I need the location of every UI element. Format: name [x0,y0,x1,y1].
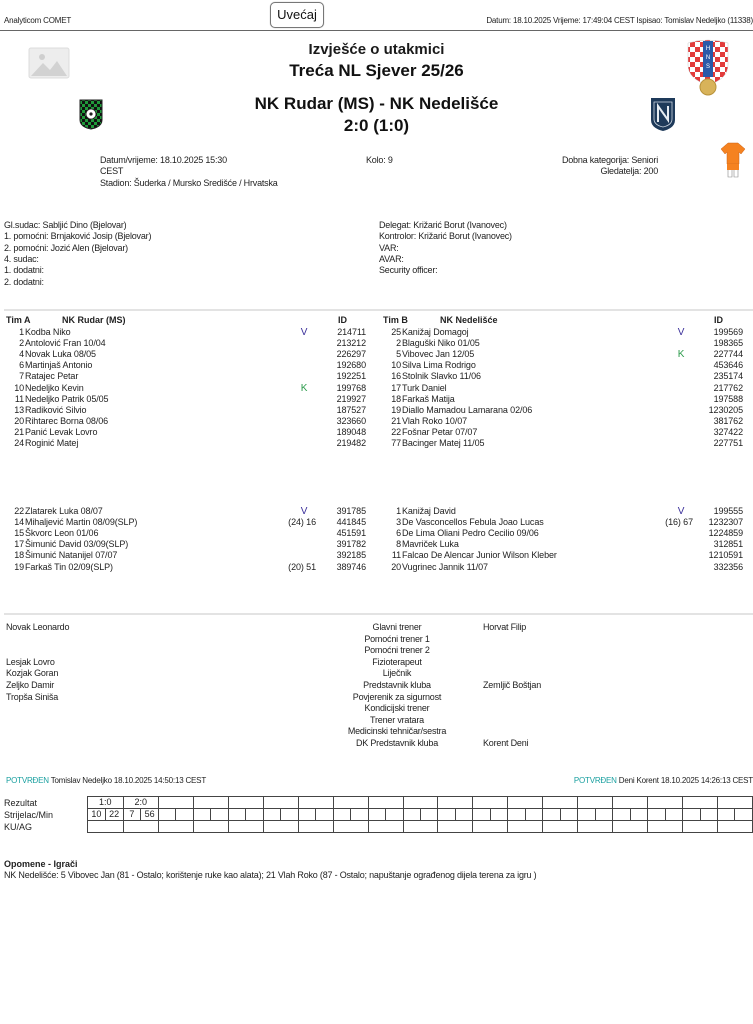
confirmed-badge: POTVRĐEN [573,776,617,785]
player-name: Vibovec Jan 12/05 [402,349,475,360]
result-cell [158,797,193,809]
team-b-name: NK Nedelišće [440,315,498,325]
player-id: 197588 [713,393,743,404]
scorer-cell [455,809,472,821]
staff-team-b: Zemljič Boštjan [483,680,542,690]
player-row [6,338,376,349]
result-cell [403,797,438,809]
kuag-cell [578,821,613,833]
player-name: Bacinger Matej 11/05 [402,438,485,448]
player-number: 20 [14,415,24,426]
player-number: 15 [14,528,24,539]
player-name: Diallo Mamadou Lamarana 02/06 [402,404,533,415]
player-row [383,416,753,427]
kuag-cell [438,821,473,833]
player-row [6,383,376,394]
zoom-button[interactable]: Uvećaj [270,2,324,28]
scorer-cell: 22 [105,809,123,821]
player-number: 20 [391,561,401,572]
section-divider [4,309,753,311]
player-id: 1224859 [708,528,743,539]
player-id: 189048 [336,426,366,437]
player-id: 323660 [336,415,366,426]
kuag-cell [333,821,368,833]
result-cell [578,797,613,809]
scorer-cell [683,809,700,821]
match-title: NK Rudar (MS) - NK Nedelišće [254,94,499,113]
player-id: 332356 [713,561,743,572]
scorer-cell [193,809,210,821]
kuag-cell [263,821,298,833]
official-left-line: 2. dodatni: [4,276,44,287]
staff-team-a: Kozjak Goran [6,668,59,679]
player-name: Mavriček Luka [402,539,459,550]
cautions-text: NK Nedelišće: 5 Vibovec Jan (81 - Ostalo; korištenje ruke kao alata); 21 Vlah Roko (87 - Ostalo; napuštanje ograđenog dijela terena za igru ) [4,870,537,880]
player-number: 5 [396,349,401,360]
result-cell [438,797,473,809]
player-id: 1210591 [708,550,743,561]
staff-role: Kondicijski trener [364,703,430,714]
player-row [6,506,376,517]
player-row [383,550,753,561]
player-name: Novak Luka 08/05 [25,349,96,360]
svg-text:H: H [705,46,711,52]
staff-team-a: Novak Leonardo [6,622,70,632]
goalkeeper-mark: V [300,506,308,517]
away-team-crest-icon [650,96,676,132]
player-row [383,506,753,517]
player-id: 312851 [713,539,743,550]
player-id: 227744 [713,349,743,360]
scorer-cell [263,809,280,821]
confirmation-right [574,775,753,786]
player-id: 187527 [336,404,366,415]
result-cell [613,797,648,809]
player-name: Škvorc Leon 01/06 [25,528,99,539]
player-name: Farkaš Matija [402,393,455,404]
player-number: 17 [391,382,401,393]
confirmed-badge: POTVRĐEN [6,776,49,785]
player-name: Fošnar Petar 07/07 [402,426,478,437]
player-row [383,371,753,382]
scorer-cell [386,809,403,821]
top-divider [0,30,753,31]
scorer-cell [543,809,560,821]
player-id: 198365 [713,338,743,349]
player-id: 226297 [336,349,366,360]
team-a-id-header: ID [338,315,347,325]
result-cell: 1:0 [88,797,124,809]
team-b-label: Tim B [383,315,408,325]
scorer-cell [211,809,228,821]
player-name: De Vasconcellos Febula Joao Lucas [402,517,544,528]
player-row [383,383,753,394]
result-cell: 2:0 [123,797,158,809]
player-id: 199569 [713,327,743,337]
player-number: 1 [396,506,401,516]
kuag-cell [613,821,648,833]
kuag-cell [298,821,333,833]
player-name: Šimunić Natanijel 07/07 [25,550,118,561]
result-cell [228,797,263,809]
scorer-cell [665,809,682,821]
player-row [6,349,376,360]
player-row [383,349,753,360]
player-number: 2 [396,338,401,349]
player-number: 21 [391,415,401,426]
kuag-cell [368,821,403,833]
player-number: 10 [391,360,401,371]
scorer-cell [438,809,455,821]
substitution-info: (20) 51 [288,561,316,572]
kuag-cell [88,821,124,833]
spectators: Gledatelja: 200 [600,166,658,176]
player-row [6,562,376,573]
svg-text:N: N [705,55,711,61]
player-number: 18 [391,393,401,404]
staff-role: Trener vratara [370,714,424,725]
official-right-line: VAR: [379,242,399,253]
goalkeeper-mark: V [677,327,685,338]
print-meta: Datum: 18.10.2025 Vrijeme: 17:49:04 CEST Ispisao: Tomislav Nedeljko (11338) [486,16,753,25]
player-number: 21 [14,426,24,437]
cautions-title: Opomene - Igrači [4,859,78,869]
staff-team-b: Horvat Filip [483,622,527,632]
goalkeeper-mark: V [300,327,308,338]
player-number: 6 [19,360,24,371]
player-row [383,394,753,405]
kuag-cell [508,821,543,833]
result-cell [648,797,683,809]
age-category: Dobna kategorija: Seniori [561,155,658,165]
match-score: 2:0 (1:0) [343,116,410,135]
staff-role: Pomoćni trener 1 [364,633,430,644]
official-left-line: 1. pomoćni: Brnjaković Josip (Bjelovar) [4,231,152,242]
player-id: 192251 [336,371,366,382]
player-id: 199768 [336,382,366,393]
scorer-cell [473,809,490,821]
player-number: 17 [14,539,24,550]
player-name: Martinjaš Antonio [25,360,93,371]
player-row [383,517,753,528]
player-name: Vugrinec Jannik 11/07 [402,561,488,572]
player-row [6,405,376,416]
player-row [383,438,753,449]
player-name: Mihaljević Martin 08/09(SLP) [25,517,138,528]
official-left-line: 1. dodatni: [4,265,44,276]
player-name: Farkaš Tin 02/09(SLP) [25,561,113,572]
official-left-line: Gl.sudac: Sabljić Dino (Bjelovar) [4,220,127,230]
scorer-cell [595,809,612,821]
result-cell [683,797,718,809]
player-number: 22 [391,426,401,437]
player-row [6,360,376,371]
score-label-scorer: Strijelac/Min [4,810,54,820]
staff-role: DK Predstavnik kluba [355,738,439,748]
confirmation-right-text: Deni Korent 18.10.2025 14:26:13 CEST [618,776,753,785]
kuag-cell [123,821,158,833]
player-name: Roginić Matej [25,438,79,448]
staff-team-a: Zeljko Damir [6,680,55,690]
top-bar [0,0,753,30]
official-right-line: AVAR: [379,253,404,264]
match-timezone: CEST [100,166,124,176]
scorer-cell [613,809,630,821]
staff-team-b: Korent Deni [483,738,529,748]
score-row-scorer [88,809,753,821]
result-cell [333,797,368,809]
player-number: 19 [391,404,401,415]
player-row [383,528,753,539]
player-id: 451591 [336,528,366,539]
player-id: 192680 [336,360,366,371]
player-id: 453646 [713,360,743,371]
player-row [6,517,376,528]
player-number: 3 [396,517,401,528]
player-id: 391782 [336,539,366,550]
scorer-cell [316,809,333,821]
team-a-name: NK Rudar (MS) [62,315,126,325]
player-id: 391785 [336,506,366,516]
captain-mark: K [300,382,308,394]
score-label-result: Rezultat [4,798,38,808]
player-row [6,550,376,561]
player-name: De Lima Oliani Pedro Cecilio 09/06 [402,528,539,539]
scorer-cell [333,809,350,821]
player-name: Panić Levak Lovro [25,426,98,437]
player-name: Kanižaj Domagoj [402,327,469,337]
player-id: 199555 [713,506,743,516]
player-name: Falcao De Alencar Junior Wilson Kleber [402,550,557,561]
player-id: 235174 [713,371,743,382]
player-name: Nedeljko Patrik 05/05 [25,393,109,404]
kuag-cell [193,821,228,833]
player-number: 10 [14,382,24,393]
result-cell [368,797,403,809]
substitution-info: (16) 67 [665,517,693,528]
official-right-line: Kontrolor: Križarić Borut (Ivanovec) [379,231,512,242]
scorer-cell [560,809,577,821]
player-name: Turk Daniel [402,382,447,393]
player-number: 13 [14,404,24,415]
player-row [6,539,376,550]
official-right-line: Delegat: Križarić Borut (Ivanovec) [379,220,507,230]
captain-mark: K [677,349,685,361]
staff-team-a: Lesjak Lovro [6,656,55,667]
staff-role: Predstavnik kluba [363,680,431,690]
player-id: 441845 [336,517,366,528]
staff-role: Glavni trener [372,622,422,632]
result-cell [717,797,752,809]
goalkeeper-mark: V [677,506,685,517]
team-a-label: Tim A [6,315,31,325]
player-number: 18 [14,550,24,561]
player-number: 6 [396,528,401,539]
player-name: Radiković Silvio [25,404,87,415]
kuag-cell [403,821,438,833]
player-row [6,394,376,405]
player-id: 1230205 [708,404,743,415]
player-id: 392185 [336,550,366,561]
scorer-cell [281,809,298,821]
score-row-result [88,797,753,809]
competition-title: Treća NL Sjever 25/26 [289,61,464,80]
result-cell [298,797,333,809]
player-name: Vlah Roko 10/07 [402,415,468,426]
scorer-cell: 7 [123,809,141,821]
result-cell [543,797,578,809]
player-number: 25 [391,327,401,337]
scorer-cell: 56 [141,809,159,821]
scorer-cell [648,809,665,821]
result-cell [473,797,508,809]
team-kit-icon [720,142,746,178]
official-right-line: Security officer: [379,265,438,276]
player-number: 19 [14,561,24,572]
player-row [6,416,376,427]
player-id: 217762 [713,382,743,393]
confirmation-left-text: Tomislav Nedeljko 18.10.2025 14:50:13 CEST [50,776,207,785]
scorer-cell: 10 [88,809,106,821]
player-number: 8 [396,539,401,550]
player-name: Nedeljko Kevin [25,382,84,393]
player-number: 14 [14,517,24,528]
player-row [383,360,753,371]
official-left-line: 2. pomoćni: Jozić Alen (Bjelovar) [4,242,128,253]
player-id: 214711 [337,327,366,337]
player-name: Blaguški Niko 01/05 [402,338,480,349]
match-round: Kolo: 9 [366,155,393,165]
report-title: Izvješće o utakmici [308,41,445,58]
scorer-cell [246,809,263,821]
scorer-cell [578,809,595,821]
player-id: 213212 [336,338,366,349]
player-row [383,327,753,338]
scorer-cell [368,809,385,821]
player-name: Silva Lima Rodrigo [402,360,476,371]
player-number: 77 [391,438,401,448]
player-id: 1232307 [708,517,743,528]
player-name: Kanižaj David [402,506,456,516]
player-row [6,528,376,539]
staff-role: Liječnik [382,668,412,679]
result-cell [193,797,228,809]
score-table-labels [4,797,53,833]
scorer-cell [351,809,368,821]
player-number: 16 [391,371,401,382]
scorer-cell [700,809,717,821]
home-team-crest-icon [79,98,103,130]
app-brand: Analyticom COMET [4,16,72,25]
player-name: Ratajec Petar [25,371,79,382]
kuag-cell [543,821,578,833]
player-name: Kodba Niko [25,327,71,337]
player-name: Zlatarek Luka 08/07 [25,506,103,516]
player-id: 381762 [713,415,743,426]
score-row-kuag [88,821,753,833]
player-number: 11 [391,550,401,561]
player-id: 227751 [713,438,743,448]
player-row [383,338,753,349]
player-number: 4 [19,349,24,360]
player-name: Rihtarec Borna 08/06 [25,415,109,426]
staff-role: Povjerenik za sigurnost [352,691,442,702]
match-datetime: Datum/vrijeme: 18.10.2025 15:30 [100,155,227,165]
player-row [6,438,376,449]
team-b-id-header: ID [714,315,723,325]
staff-team-a: Tropša Siniša [6,691,59,702]
kuag-cell [717,821,752,833]
player-row [6,327,376,338]
kuag-cell [473,821,508,833]
substitution-info: (24) 16 [288,517,316,528]
kuag-cell [683,821,718,833]
score-table [87,796,753,833]
scorer-cell [508,809,525,821]
result-cell [263,797,298,809]
player-number: 11 [14,393,24,404]
player-row [383,539,753,550]
scorer-cell [298,809,315,821]
player-id: 219482 [336,438,366,448]
scorer-cell [403,809,420,821]
scorer-cell [735,809,753,821]
player-row [6,427,376,438]
player-number: 2 [19,338,24,349]
player-number: 22 [14,506,24,516]
score-label-kuag: KU/AG [4,822,33,832]
player-name: Stolnik Slavko 11/06 [402,371,481,382]
scorer-cell [525,809,542,821]
player-row [6,371,376,382]
match-stadium: Stadion: Šuderka / Mursko Središće / Hrvatska [100,178,278,188]
staff-role: Fizioterapeut [372,656,422,667]
scorer-cell [490,809,507,821]
scorer-cell [176,809,193,821]
staff-role: Medicinski tehničar/sestra [347,726,447,737]
player-name: Šimunić David 03/09(SLP) [25,539,129,550]
player-number: 1 [19,327,24,337]
scorer-cell [228,809,245,821]
player-row [383,427,753,438]
player-number: 24 [14,438,24,448]
player-row [383,562,753,573]
player-number: 7 [19,371,24,382]
section-divider [4,613,753,615]
player-name: Antolović Fran 10/04 [25,338,106,349]
svg-text:S: S [705,64,711,70]
player-id: 219927 [336,393,366,404]
kuag-cell [648,821,683,833]
kuag-cell [158,821,193,833]
player-row [383,405,753,416]
staff-role: Pomoćni trener 2 [364,645,430,656]
scorer-cell [158,809,175,821]
scorer-cell [717,809,734,821]
player-id: 327422 [713,426,743,437]
scorer-cell [630,809,647,821]
scorer-cell [421,809,438,821]
confirmation-left [6,775,206,786]
result-cell [508,797,543,809]
official-left-line: 4. sudac: [4,253,39,264]
kuag-cell [228,821,263,833]
player-id: 389746 [336,561,366,572]
